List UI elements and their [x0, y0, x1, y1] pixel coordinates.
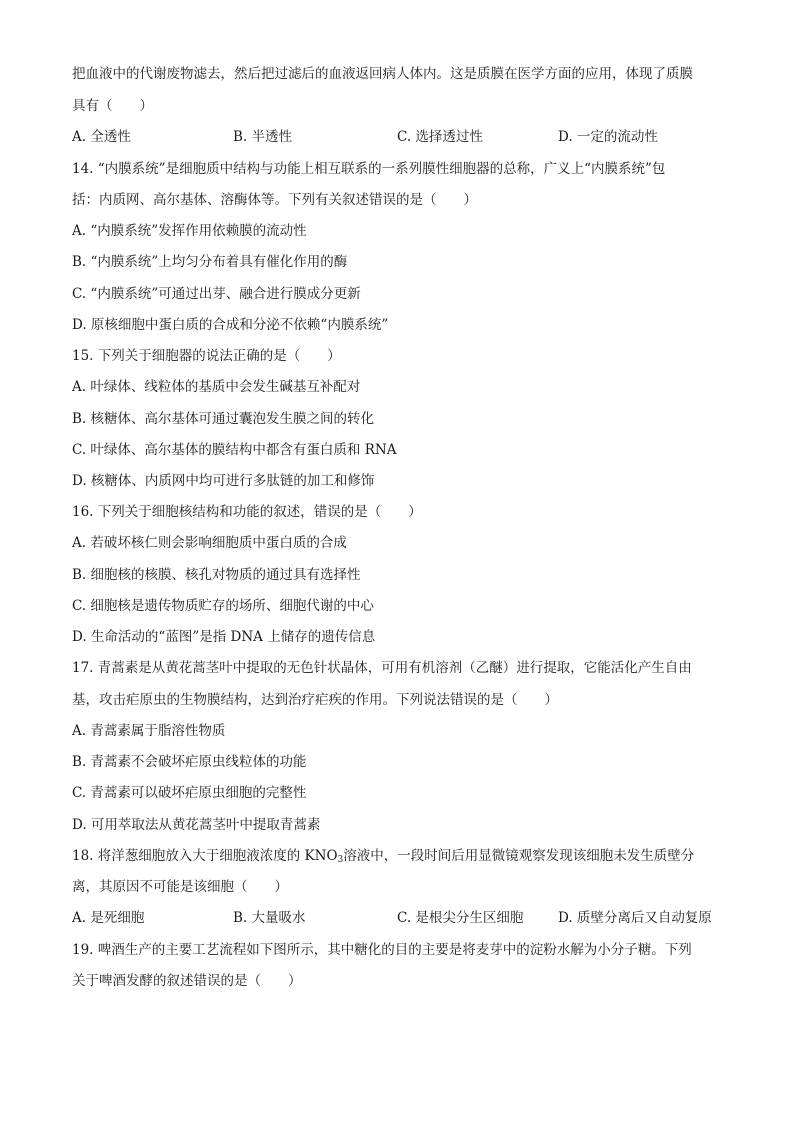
q13-option-c: C. 选择透过性	[397, 129, 483, 145]
q16-stem: 16. 下列关于细胞核结构和功能的叙述，错误的是（ ）	[72, 504, 422, 520]
q17-option-c: C. 青蒿素可以破坏疟原虫细胞的完整性	[72, 785, 307, 801]
q16-option-a: A. 若破坏核仁则会影响细胞质中蛋白质的合成	[72, 535, 347, 551]
intro-line-1: 把血液中的代谢废物滤去，然后把过滤后的血液返回病人体内。这是质膜在医学方面的应用，体现了质膜	[72, 66, 693, 82]
q17-stem-line-2: 基，攻击疟原虫的生物膜结构，达到治疗疟疾的作用。下列说法错误的是（ ）	[72, 692, 558, 708]
q18-stem-part-1: 18. 将洋葱细胞放入大于细胞液浓度的 KNO	[72, 848, 338, 864]
q15-stem: 15. 下列关于细胞器的说法正确的是（ ）	[72, 348, 341, 364]
q16-option-b: B. 细胞核的核膜、核孔对物质的通过具有选择性	[72, 567, 361, 583]
q16-option-c: C. 细胞核是遗传物质贮存的场所、细胞代谢的中心	[72, 598, 374, 614]
q13-options-row	[72, 127, 732, 147]
q14-option-b: B. “内膜系统”上均匀分布着具有催化作用的酶	[72, 254, 348, 270]
q18-option-b: B. 大量吸水	[233, 910, 306, 926]
intro-line-2: 具有（ ）	[72, 98, 153, 114]
q17-option-b: B. 青蒿素不会破坏疟原虫线粒体的功能	[72, 754, 307, 770]
q14-stem-line-2: 括：内质网、高尔基体、溶酶体等。下列有关叙述错误的是（ ）	[72, 192, 477, 208]
q14-option-d: D. 原核细胞中蛋白质的合成和分泌不依赖“内膜系统”	[72, 317, 389, 333]
q18-option-d: D. 质壁分离后又自动复原	[558, 910, 712, 926]
q15-option-d: D. 核糖体、内质网中均可进行多肽链的加工和修饰	[72, 473, 375, 489]
q17-option-d: D. 可用萃取法从黄花蒿茎叶中提取青蒿素	[72, 817, 321, 833]
q17-option-a: A. 青蒿素属于脂溶性物质	[72, 723, 226, 739]
q14-option-a: A. “内膜系统”发挥作用依赖膜的流动性	[72, 223, 307, 239]
q18-options-row	[72, 908, 732, 928]
q18-option-c: C. 是根尖分生区细胞	[397, 910, 524, 926]
q18-subscript: 3	[337, 855, 344, 865]
q19-stem-line-1: 19. 啤酒生产的主要工艺流程如下图所示，其中糖化的目的主要是将麦芽中的淀粉水解为小分子糖。下列	[72, 942, 692, 958]
q16-option-d: D. 生命活动的“蓝图”是指 DNA 上储存的遗传信息	[72, 629, 376, 645]
q15-option-c: C. 叶绿体、高尔基体的膜结构中都含有蛋白质和 RNA	[72, 442, 397, 458]
q18-option-a: A. 是死细胞	[72, 910, 145, 926]
q14-option-c: C. “内膜系统”可通过出芽、融合进行膜成分更新	[72, 286, 361, 302]
q15-option-a: A. 叶绿体、线粒体的基质中会发生碱基互补配对	[72, 379, 361, 395]
q13-option-b: B. 半透性	[233, 129, 293, 145]
q19-stem-line-2: 关于啤酒发酵的叙述错误的是（ ）	[72, 973, 302, 989]
q18-stem-line-2: 离，其原因不可能是该细胞（ ）	[72, 879, 288, 895]
q18-stem-part-2: 溶液中，一段时间后用显微镜观察发现该细胞未发生质壁分	[343, 848, 695, 864]
q15-option-b: B. 核糖体、高尔基体可通过囊泡发生膜之间的转化	[72, 411, 375, 427]
q13-option-d: D. 一定的流动性	[558, 129, 658, 145]
q18-stem-line-1	[72, 846, 694, 866]
q14-stem-line-1: 14. “内膜系统”是细胞质中结构与功能上相互联系的一系列膜性细胞器的总称，广义上“内膜系统”包	[72, 161, 666, 177]
q17-stem-line-1: 17. 青蒿素是从黄花蒿茎叶中提取的无色针状晶体，可用有机溶剂（乙醚）进行提取，它能活化产生自由	[72, 660, 692, 676]
q13-option-a: A. 全透性	[72, 129, 131, 145]
